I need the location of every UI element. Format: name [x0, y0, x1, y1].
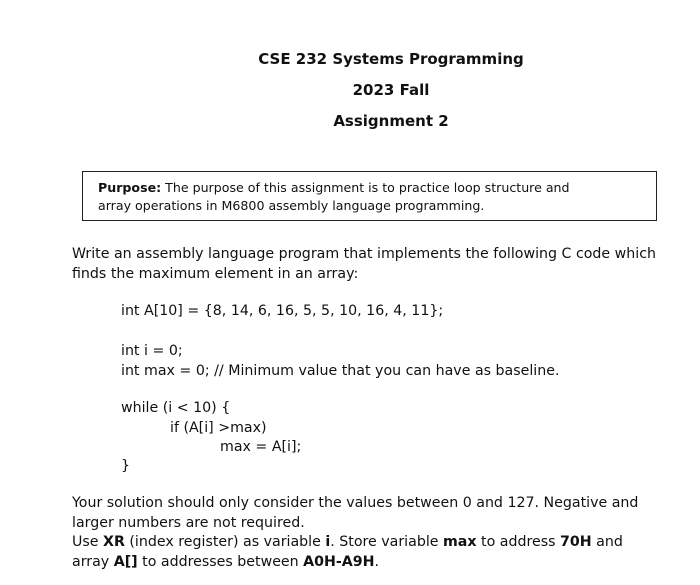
instructions-paragraph [72, 494, 638, 572]
code-array-declaration: int A[10] = {8, 14, 6, 16, 5, 5, 10, 16, 4, 11}; [121, 303, 444, 319]
purpose-text-2: array operations in M6800 assembly language programming. [98, 198, 485, 213]
note-xr: XR [103, 534, 125, 550]
intro-line-2: finds the maximum element in an array: [72, 265, 359, 282]
note-text: Use [72, 534, 104, 550]
note-text: . [374, 553, 380, 570]
note-text: (index register) as variable [124, 534, 326, 550]
note-text: array [72, 553, 114, 570]
note-text: and [591, 534, 623, 550]
note-i: i [325, 534, 331, 550]
assignment-heading: Assignment 2 [333, 112, 449, 130]
note-text: . Store variable [330, 534, 444, 550]
document-term: 2023 Fall [352, 81, 430, 99]
note-range: A0H-A9H [303, 553, 375, 570]
purpose-label: Purpose: [98, 180, 162, 195]
intro-line-1: Write an assembly language program that implements the following C code which [72, 246, 656, 262]
note-max: max [443, 534, 477, 550]
code-while-line: while (i < 10) { [121, 400, 231, 416]
note-line-4 [72, 553, 638, 573]
purpose-text-1: The purpose of this assignment is to practice loop structure and [161, 180, 570, 195]
note-text: to address [476, 534, 561, 550]
note-array: A[] [113, 553, 138, 570]
code-if-line: if (A[i] >max) [170, 420, 267, 436]
document-title: CSE 232 Systems Programming [258, 50, 524, 68]
code-init-i: int i = 0; [121, 343, 183, 359]
code-close-brace: } [121, 458, 131, 474]
note-line-3 [72, 533, 638, 553]
note-address: 70H [560, 534, 592, 550]
intro-paragraph [72, 245, 656, 284]
note-text: to addresses between [137, 553, 304, 570]
purpose-line-1 [98, 179, 642, 197]
code-init-max: int max = 0; // Minimum value that you can have as baseline. [121, 363, 560, 379]
purpose-box [82, 171, 657, 221]
note-line-2: larger numbers are not required. [72, 514, 305, 531]
note-line-1: Your solution should only consider the values between 0 and 127. Negative and [72, 495, 639, 511]
code-assign-line: max = A[i]; [220, 439, 302, 455]
